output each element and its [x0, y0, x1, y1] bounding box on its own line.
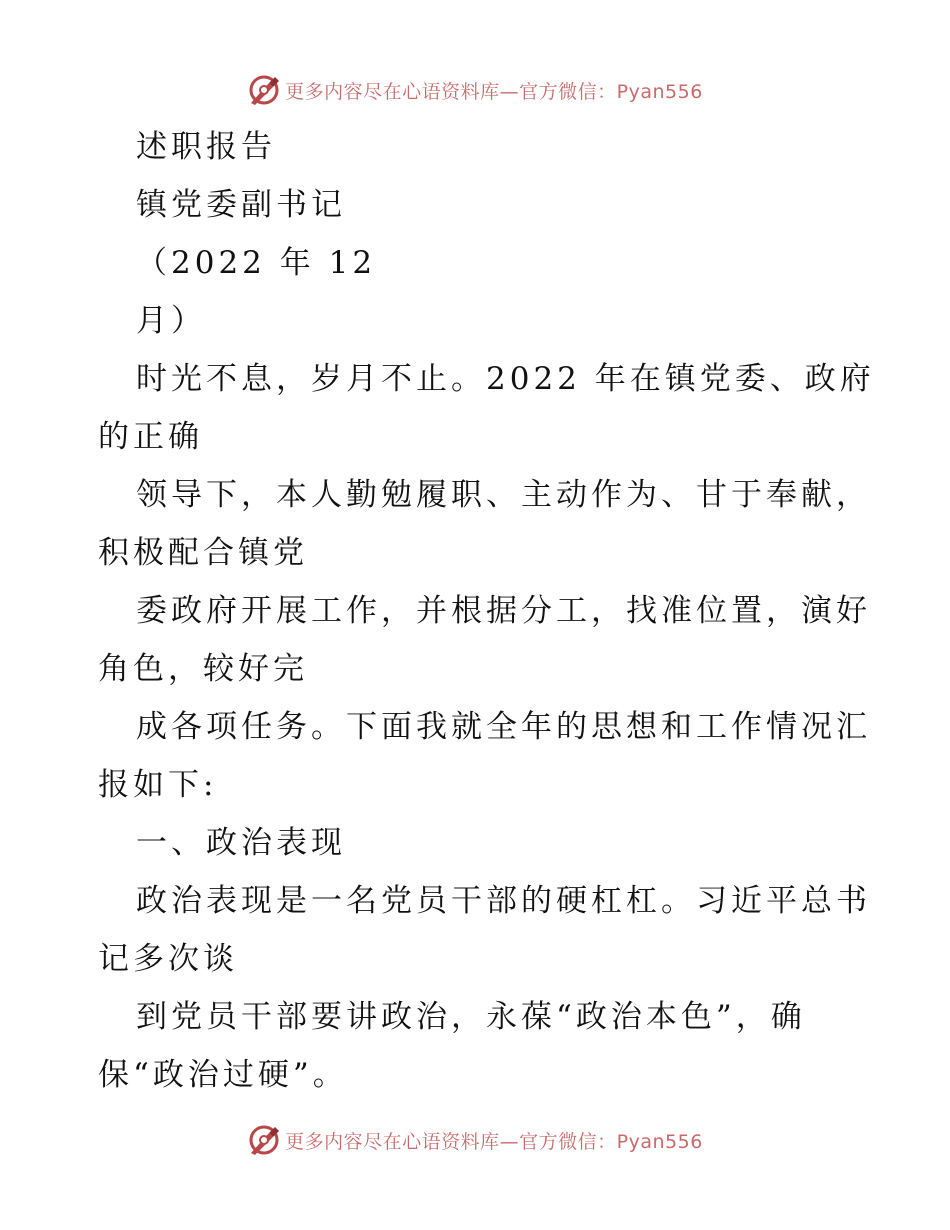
- paragraph-line: 政治表现是一名党员干部的硬杠杠。习近平总书: [136, 883, 871, 919]
- watermark-header: [0, 70, 950, 110]
- paragraph-line: 报如下:: [98, 767, 218, 803]
- report-date: （2022 年 12: [136, 245, 377, 281]
- paragraph-line: 记多次谈: [98, 941, 238, 977]
- report-date-continued: 月）: [136, 303, 206, 339]
- paragraph-line: 保“政治过硬”。: [98, 1057, 348, 1093]
- watermark-text: 更多内容尽在心语资料库—官方微信：Pyan556: [285, 1130, 703, 1153]
- report-body: [98, 118, 875, 1104]
- pen-logo-icon: [247, 1123, 281, 1157]
- paragraph-line: 到党员干部要讲政治，永葆“政治本色”，确: [136, 999, 806, 1035]
- author-position: 镇党委副书记: [136, 187, 346, 223]
- paragraph-line: 委政府开展工作，并根据分工，找准位置，演好: [136, 593, 871, 629]
- paragraph-line: 时光不息，岁月不止。2022 年在镇党委、政府: [136, 361, 875, 397]
- paragraph-line: 积极配合镇党: [98, 535, 308, 571]
- section-heading: 一、政治表现: [136, 825, 346, 861]
- paragraph-line: 领导下，本人勤勉履职、主动作为、甘于奉献，: [136, 477, 871, 513]
- watermark-footer: [0, 1120, 950, 1160]
- pen-logo-icon: [247, 73, 281, 107]
- report-title: 述职报告: [136, 129, 276, 165]
- watermark-text: 更多内容尽在心语资料库—官方微信：Pyan556: [285, 80, 703, 103]
- paragraph-line: 角色，较好完: [98, 651, 308, 687]
- paragraph-line: 的正确: [98, 419, 203, 455]
- paragraph-line: 成各项任务。下面我就全年的思想和工作情况汇: [136, 709, 871, 745]
